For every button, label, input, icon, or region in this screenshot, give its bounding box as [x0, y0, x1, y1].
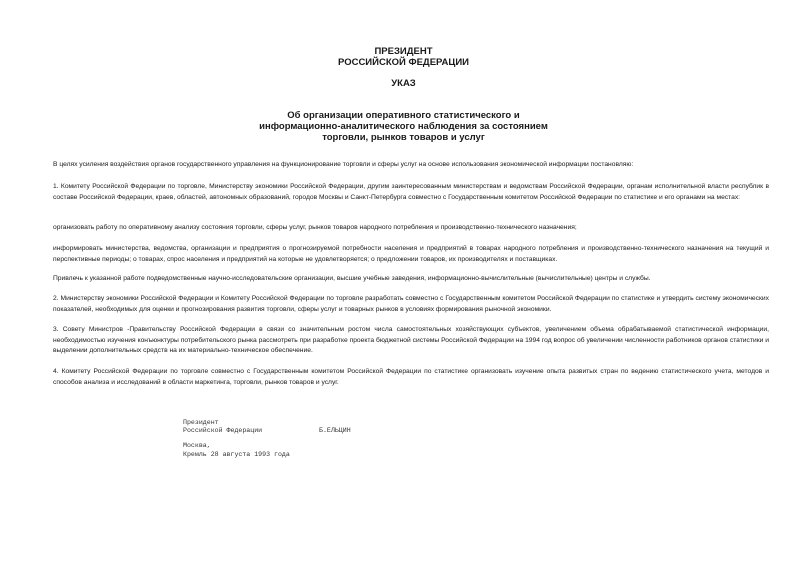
- paragraph-item-1-organize: организовать работу по оперативному анализу состояния торговли, сферы услуг, рынков товаров народного потребления и производственно-технического назначения;: [53, 224, 577, 231]
- signature-name: Б.ЕЛЬЦИН: [319, 427, 351, 434]
- paragraph-item-1-involve: Привлечь к указанной работе подведомственные научно-исследовательские организации, высшие учебные заведения, информационно-вычислительные (вычислительные) центры и службы.: [53, 275, 651, 282]
- paragraph-item-4: 4. Комитету Российской Федерации по торговле совместно с Государственным комитетом Российской Федерации по статистике организовать изучение опыта развитых стран по ведению статистического учета, методов и способов анализа и исследований в области маркетинга, торговли, рынков товаров и услуг.: [53, 368, 769, 386]
- header-federation: РОССИЙСКОЙ ФЕДЕРАЦИИ: [337, 57, 469, 68]
- decree-title: [0, 110, 807, 143]
- paragraph-item-3: 3. Совету Министров -Правительству Российской Федерации в связи со значительным ростом числа самостоятельных хозяйствующих субъектов, увеличением объема обрабатываемой статистической информации, необходимостью изучения конъюнктуры потребительского рынка рассмотреть при разработке проекта бюджетной системы Российской Федерации на 1994 год вопрос об увеличении численности работников органов статистики и выделении дополнительных средств на их материально-техническое обеспечение.: [53, 326, 769, 354]
- header-president: ПРЕЗИДЕНТ: [374, 46, 433, 57]
- decree-title-line: Об организации оперативного статистического и: [287, 110, 520, 121]
- decree-title-line: торговли, рынков товаров и услуг: [322, 132, 485, 143]
- paragraph-item-2: 2. Министерству экономики Российской Федерации и Комитету Российской Федерации по торговле разработать совместно с Государственным комитетом Российской Федерации по статистике и утвердить систему экономических показателей, необходимых для оценки и прогнозирования развития торговли, сферы услуг и товарных рынков в условиях формирования рыночной экономики.: [53, 295, 769, 313]
- decree-title-line: информационно-аналитического наблюдения за состоянием: [259, 121, 548, 132]
- signature-title-line1: Президент: [183, 419, 219, 426]
- signature-date: Кремль 28 августа 1993 года: [183, 451, 290, 458]
- signature-place: Москва,: [183, 442, 211, 449]
- signature-title-line2: Российской Федерации: [183, 427, 263, 434]
- paragraph-preamble: В целях усиления воздействия органов государственного управления на функционирование торговли и сферы услуг на основе использования экономической информации постановляю:: [53, 161, 634, 168]
- paragraph-item-1: 1. Комитету Российской Федерации по торговле, Министерству экономики Российской Федерации, другим заинтересованным министерствам и ведомствам Российской Федерации, органам исполнительной власти республик в составе Российской Федерации, краев, областей, автономных образований, городов Москвы и Санкт-Петербурга совместно с Государственным комитетом Российской Федерации по статистике и его органами на местах:: [53, 183, 769, 201]
- paragraph-item-1-inform: информировать министерства, ведомства, организации и предприятия о прогнозируемой потребности населения и предприятий в товарах народного потребления и производственно-технического назначения на текущий и перспективные периоды; о товарах, спрос населения и предприятий на которые не удовлетворяется; о предложении товаров, их производителях и поставщиках.: [53, 245, 769, 263]
- decree-type: УКАЗ: [391, 78, 416, 89]
